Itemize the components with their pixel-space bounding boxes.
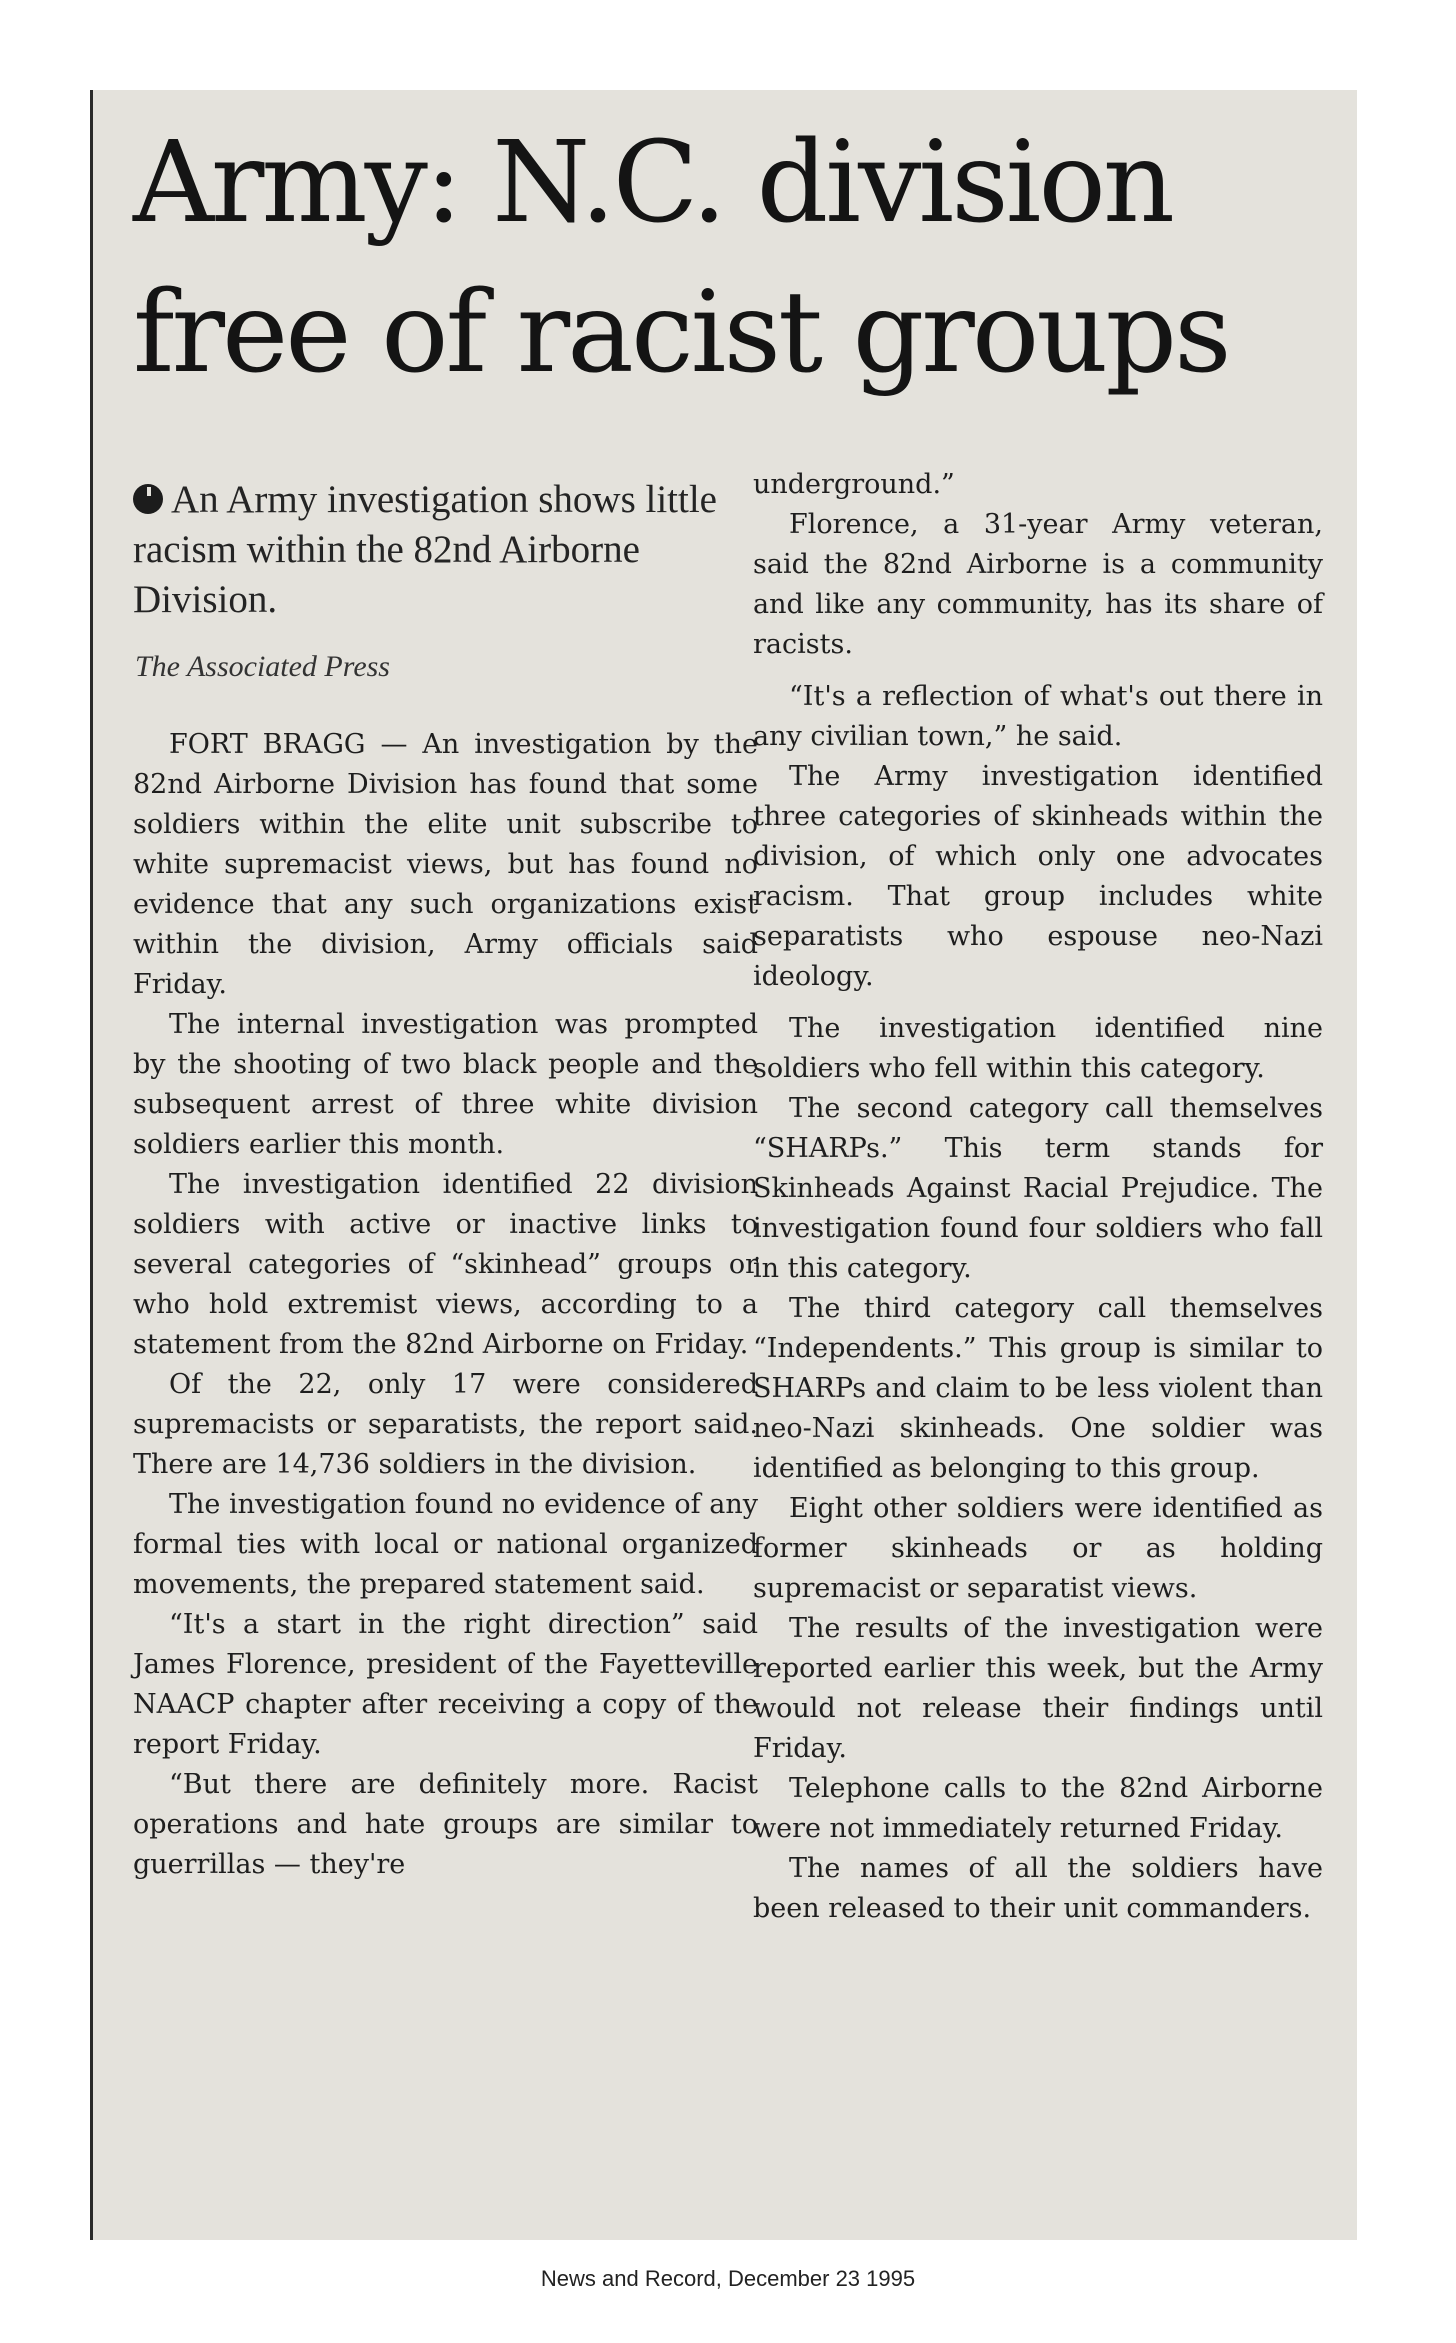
article-paragraph: Florence, a 31-year Army veteran, said the 82nd Airborne is a community and like any community, has its share of racists.: [753, 509, 1323, 660]
deck: [133, 475, 758, 625]
article-paragraph-continuation: underground.”: [753, 469, 955, 500]
article-paragraph: The Army investigation identified three categories of skinheads within the division, of which only one advocates racism. That group includes white separatists who espouse neo-Nazi ideology.: [753, 761, 1323, 992]
article-paragraph: Telephone calls to the 82nd Airborne were not immediately returned Friday.: [753, 1773, 1323, 1844]
article-paragraph: “But there are definitely more. Racist operations and hate groups are similar to guerrillas — they're: [133, 1769, 758, 1880]
article-paragraph: The investigation identified 22 division soldiers with active or inactive links to several categories of “skinhead” groups or who hold extremist views, according to a statement from the 82nd Airborne on Friday.: [133, 1169, 758, 1360]
article-paragraph: The third category call themselves “Independents.” This group is similar to SHARPs and claim to be less violent than neo-Nazi skinheads. One soldier was identified as belonging to this group.: [753, 1293, 1323, 1484]
article-paragraph: The investigation identified nine soldiers who fell within this category.: [753, 1013, 1323, 1084]
article-paragraph: Of the 22, only 17 were considered supremacists or separatists, the report said. There are 14,736 soldiers in the division.: [133, 1369, 758, 1480]
article-paragraph: FORT BRAGG — An investigation by the 82nd Airborne Division has found that some soldiers within the elite unit subscribe to white supremacist views, but has found no evidence that any such organizations exist within the division, Army officials said Friday.: [133, 729, 758, 1000]
article-paragraph: “It's a start in the right direction” said James Florence, president of the Fayetteville NAACP chapter after receiving a copy of the report Friday.: [133, 1609, 758, 1760]
byline: The Associated Press: [135, 650, 390, 683]
article-paragraph: The investigation found no evidence of any formal ties with local or national organized movements, the prepared statement said.: [133, 1489, 758, 1600]
headline-line-2: free of racist groups: [133, 268, 1229, 398]
right-column: [753, 465, 1323, 1929]
deck-text: An Army investigation shows little racism within the 82nd Airborne Division.: [133, 478, 717, 621]
newspaper-clipping: [90, 90, 1357, 2240]
article-paragraph: The results of the investigation were reported earlier this week, but the Army would not release their findings until Friday.: [753, 1613, 1323, 1764]
article-paragraph: The names of all the soldiers have been released to their unit commanders.: [753, 1853, 1323, 1924]
article-paragraph: The internal investigation was prompted by the shooting of two black people and the subsequent arrest of three white division soldiers earlier this month.: [133, 1009, 758, 1160]
left-column: [133, 475, 758, 1885]
bullet-icon: [133, 484, 163, 514]
article-paragraph: “It's a reflection of what's out there in any civilian town,” he said.: [753, 681, 1323, 752]
article-paragraph: Eight other soldiers were identified as former skinheads or as holding supremacist or separatist views.: [753, 1493, 1323, 1604]
source-caption: News and Record, December 23 1995: [540, 2266, 916, 2291]
headline-line-1: Army: N.C. division: [133, 118, 1173, 248]
headline: [133, 108, 1343, 408]
article-paragraph: The second category call themselves “SHARPs.” This term stands for Skinheads Against Racial Prejudice. The investigation found four soldiers who fall in this category.: [753, 1093, 1323, 1284]
